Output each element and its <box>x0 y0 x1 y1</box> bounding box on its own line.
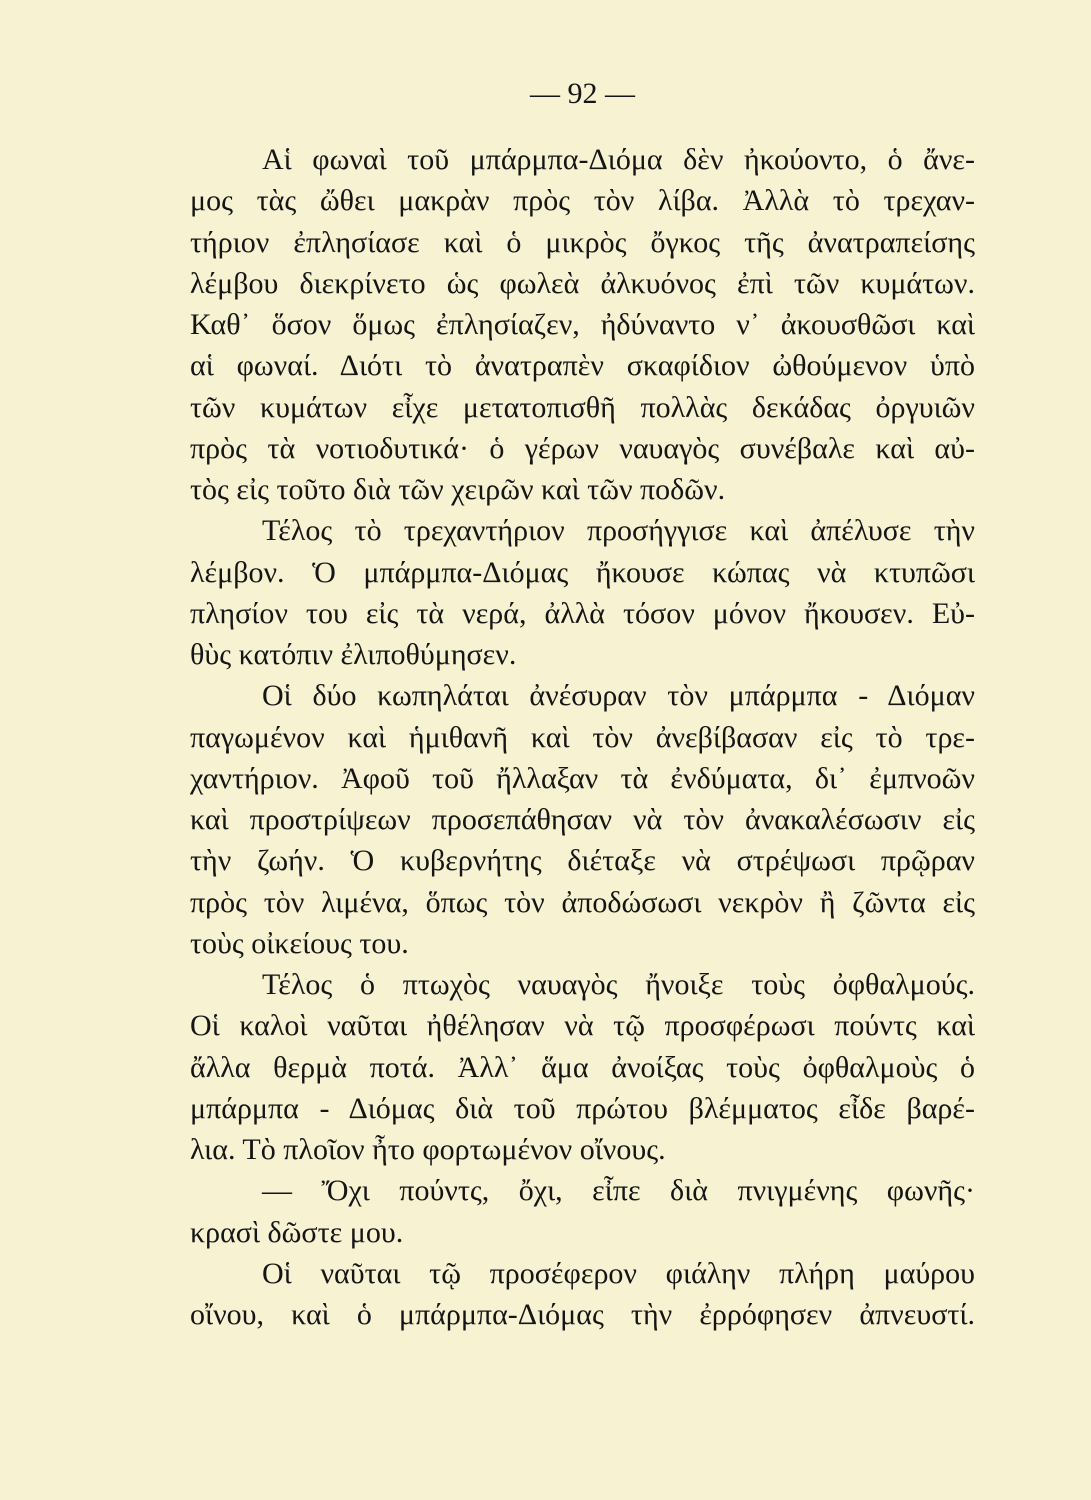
text-line: — Ὄχι πούντς, ὄχι, εἶπε διὰ πνιγμένης φωνῆς· <box>262 1174 975 1208</box>
page-number: — 92 — <box>530 77 635 110</box>
text-line: χαντήριον. Ἀφοῦ τοῦ ἤλλαξαν τὰ ἐνδύματα, δι᾿ ἐμπνοῶν <box>190 761 975 795</box>
paragraph <box>190 139 975 510</box>
text-line: Οἱ δύο κωπηλάται ἀνέσυραν τὸν μπάρμπα - Διόμαν <box>262 679 975 713</box>
text-line: τοὺς οἰκείους του. <box>190 926 409 960</box>
text-line: πρὸς τὸν λιμένα, ὅπως τὸν ἀποδώσωσι νεκρὸν ἢ ζῶντα εἰς <box>190 885 975 919</box>
text-line: μπάρμπα - Διόμας διὰ τοῦ πρώτου βλέμματος εἶδε βαρέ- <box>190 1091 975 1125</box>
text-line: καὶ προστρίψεων προσεπάθησαν νὰ τὸν ἀνακαλέσωσιν εἰς <box>190 803 975 836</box>
text-line: ἄλλα θερμὰ ποτά. Ἀλλ᾿ ἅμα ἀνοίξας τοὺς ὀφθαλμοὺς ὁ <box>190 1050 975 1084</box>
text-line: Οἱ ναῦται τῷ προσέφερον φιάλην πλήρη μαύρου <box>262 1256 975 1290</box>
text-line: πρὸς τὰ νοτιοδυτικά· ὁ γέρων ναυαγὸς συνέβαλε καὶ αὐ- <box>190 431 975 465</box>
text-line: κρασὶ δῶστε μου. <box>190 1215 404 1249</box>
paragraph <box>190 510 975 675</box>
text-line: Αἱ φωναὶ τοῦ μπάρμπα-Διόμα δὲν ἠκούοντο, ὁ ἄνε- <box>262 143 975 176</box>
text-line: Οἱ καλοὶ ναῦται ἠθέλησαν νὰ τῷ προσφέρωσι πούντς καὶ <box>190 1009 975 1043</box>
text-line: οἴνου, καὶ ὁ μπάρμπα-Διόμας τὴν ἐρρόφησεν ἀπνευστί. <box>190 1298 975 1331</box>
text-line: πλησίον του εἰς τὰ νερά, ἀλλὰ τόσον μόνον ἤκουσεν. Εὐ- <box>190 596 975 630</box>
body-text <box>190 139 975 1335</box>
text-line: τὸς εἰς τοῦτο διὰ τῶν χειρῶν καὶ τῶν ποδῶν. <box>190 473 726 506</box>
text-line: τῶν κυμάτων εἶχε μετατοπισθῆ πολλὰς δεκάδας ὀργυιῶν <box>190 390 975 424</box>
paragraph <box>190 1170 975 1253</box>
text-line: θὺς κατόπιν ἐλιποθύμησεν. <box>190 638 517 671</box>
text-line: Τέλος ὁ πτωχὸς ναυαγὸς ἤνοιξε τοὺς ὀφθαλμούς. <box>262 968 975 1001</box>
text-line: παγωμένον καὶ ἡμιθανῆ καὶ τὸν ἀνεβίβασαν εἰς τὸ τρε- <box>190 720 975 754</box>
paragraph <box>190 964 975 1170</box>
text-line: λέμβον. Ὁ μπάρμπα-Διόμας ἤκουσε κώπας νὰ κτυπῶσι <box>190 555 975 589</box>
text-line: λέμβου διεκρίνετο ὡς φωλεὰ ἀλκυόνος ἐπὶ τῶν κυμάτων. <box>190 266 975 300</box>
paragraph <box>190 1253 975 1336</box>
text-line: αἱ φωναί. Διότι τὸ ἀνατραπὲν σκαφίδιον ὠθούμενον ὑπὸ <box>190 349 975 383</box>
paragraph <box>190 675 975 964</box>
text-line: λια. Τὸ πλοῖον ἦτο φορτωμένον οἴνους. <box>190 1133 666 1166</box>
text-line: μος τὰς ὤθει μακρὰν πρὸς τὸν λίβα. Ἀλλὰ τὸ τρεχαν- <box>190 184 975 218</box>
text-line: τήριον ἐπλησίασε καὶ ὁ μικρὸς ὄγκος τῆς ἀνατραπείσης <box>190 225 975 259</box>
text-line: Τέλος τὸ τρεχαντήριον προσήγγισε καὶ ἀπέλυσε τὴν <box>262 514 975 548</box>
text-line: Καθ᾿ ὅσον ὅμως ἐπλησίαζεν, ἠδύναντο ν᾿ ἀκουσθῶσι καὶ <box>190 308 975 341</box>
text-line: τὴν ζωήν. Ὁ κυβερνήτης διέταξε νὰ στρέψωσι πρῷραν <box>190 844 975 878</box>
